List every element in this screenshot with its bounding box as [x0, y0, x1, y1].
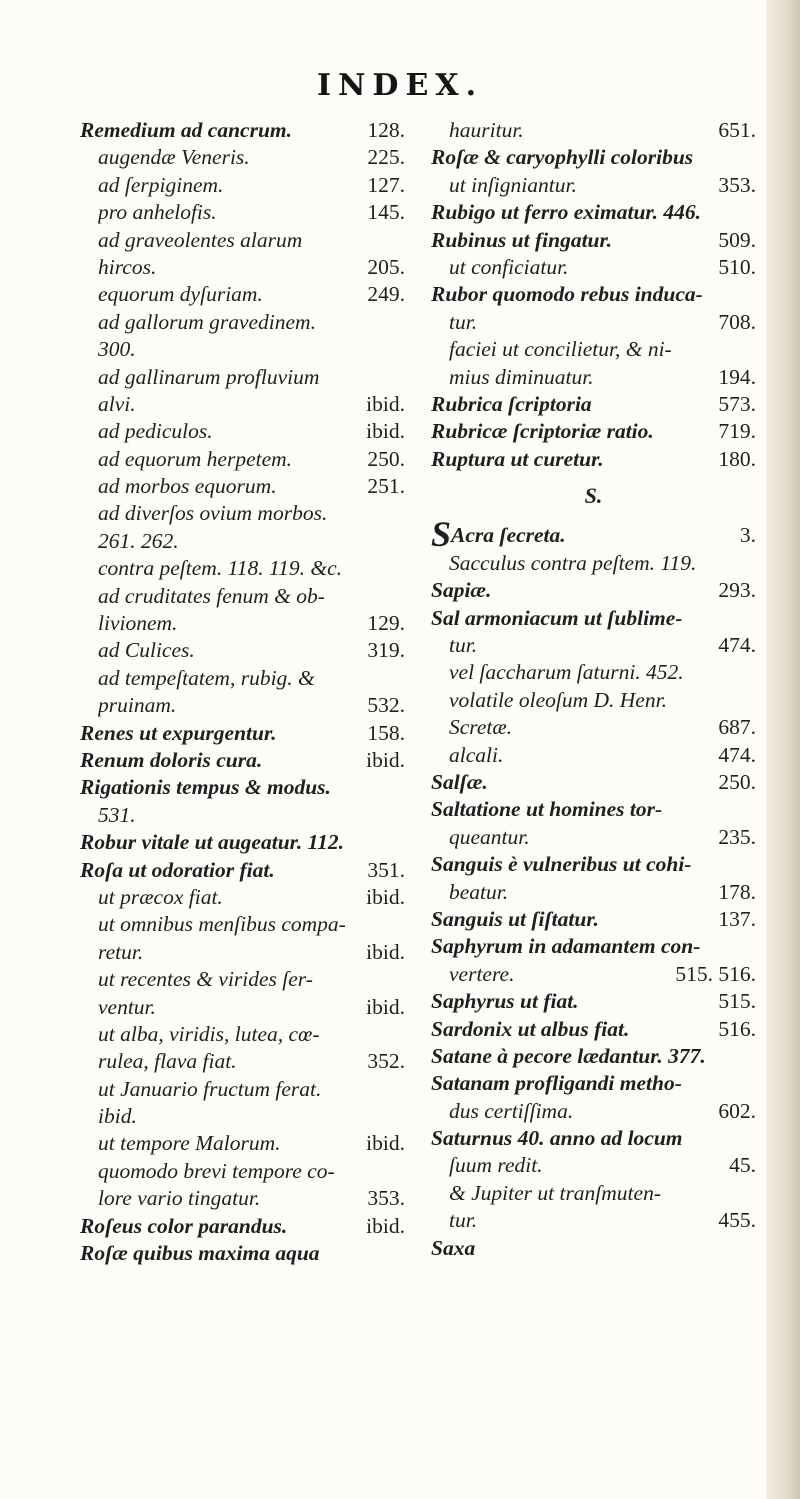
entry-text: ad cruditates fenum & ob- — [98, 583, 325, 608]
index-entry — [80, 391, 405, 418]
entry-text: quomodo brevi tempore co- — [98, 1158, 335, 1183]
entry-text: pruinam. — [98, 693, 177, 718]
index-entry — [431, 851, 756, 878]
index-entry — [80, 1213, 405, 1240]
page-number: ibid. — [366, 1131, 405, 1156]
page-number: 352. — [367, 1049, 405, 1074]
index-entry — [80, 281, 405, 308]
entry-text: livionem. — [98, 611, 178, 636]
index-entry — [431, 1207, 756, 1234]
index-entry — [431, 144, 756, 171]
page-number — [302, 227, 405, 254]
entry-text: Roſæ quibus maxima aqua — [80, 1241, 320, 1266]
entry-text: Roſa ut odoratior fiat. — [80, 857, 275, 882]
index-entry — [431, 446, 756, 473]
index-entry — [80, 966, 405, 993]
page-header: INDEX. — [316, 68, 484, 103]
index-entry — [431, 961, 756, 988]
entry-text: Rubor quomodo rebus induca- — [431, 282, 703, 307]
page-number — [335, 1158, 405, 1185]
page-number — [672, 336, 756, 363]
entry-text: Renes ut expurgentur. — [80, 720, 277, 745]
page-number: 129. — [367, 611, 405, 636]
index-entry — [80, 665, 405, 692]
index-entry — [80, 473, 405, 500]
entry-text: ad diverſos ovium morbos. — [98, 501, 328, 526]
index-entry — [80, 692, 405, 719]
entry-text: queantur. — [449, 824, 530, 849]
page-number: ibid. — [366, 747, 405, 772]
entry-text: Roſeus color parandus. — [80, 1213, 288, 1238]
index-entry — [431, 659, 756, 686]
index-entry — [80, 309, 405, 336]
index-entry — [80, 1103, 405, 1130]
page-number: 351. — [367, 857, 405, 882]
index-entry — [431, 227, 756, 254]
page-number — [331, 774, 405, 801]
entry-text: ut alba, viridis, lutea, cœ- — [98, 1021, 320, 1046]
entry-text: ut omnibus menſibus compa- — [98, 912, 346, 937]
page-number: 509. — [718, 227, 756, 252]
entry-text: ut recentes & virides ſer- — [98, 967, 313, 992]
index-entry — [80, 555, 405, 582]
entry-text-rest: Acra ſecreta. — [451, 523, 566, 548]
page-number: 3. — [739, 523, 756, 548]
page-number: 250. — [718, 769, 756, 794]
page-number: 293. — [718, 578, 756, 603]
entry-text: ad pediculos. — [98, 419, 213, 444]
page-number: 353. — [367, 1186, 405, 1211]
index-entry — [80, 144, 405, 171]
entry-text: augendæ Veneris. — [98, 145, 250, 170]
page-number: ibid. — [366, 884, 405, 909]
page-number — [706, 1043, 756, 1070]
entry-text: Sal armoniacum ut ſublime- — [431, 605, 683, 630]
page-number: 651. — [718, 118, 756, 142]
entry-text: ſuum redit. — [449, 1153, 543, 1178]
page-number: 455. — [718, 1208, 756, 1233]
entry-text: ad ſerpiginem. — [98, 172, 224, 197]
index-entry — [431, 605, 756, 632]
index-entry — [80, 1130, 405, 1157]
index-entry — [431, 1098, 756, 1125]
entry-text: volatile oleoſum D. Henr. — [449, 687, 667, 712]
entry-text: ad graveolentes alarum — [98, 227, 303, 252]
page-number — [136, 336, 405, 363]
page-number: ibid. — [366, 1213, 405, 1238]
index-entry — [431, 391, 756, 418]
entry-text: Sanguis è vulneribus ut cohi- — [431, 852, 692, 877]
page-number: 205. — [367, 254, 405, 279]
page-number — [320, 1240, 405, 1267]
entry-text: ad gallinarum profluvium — [98, 364, 320, 389]
entry-text: Satanam profligandi metho- — [431, 1071, 682, 1096]
index-entry — [80, 802, 405, 829]
entry-text: alcali. — [449, 742, 504, 767]
entry-text: rulea, flava fiat. — [98, 1049, 237, 1074]
entry-text: Sacculus contra peſtem. 119. — [449, 550, 697, 575]
page-number — [682, 605, 756, 632]
index-entry — [80, 117, 405, 144]
page-number: 178. — [718, 879, 756, 904]
page-number — [316, 309, 405, 336]
page-number: 474. — [718, 742, 756, 767]
page-number — [319, 364, 405, 391]
index-entry — [80, 446, 405, 473]
page-number: 515. 516. — [675, 961, 756, 986]
entry-text: ad equorum herpetem. — [98, 446, 293, 471]
page-number: 532. — [367, 693, 405, 718]
entry-text: beatur. — [449, 879, 509, 904]
page-number: 45. — [729, 1153, 756, 1178]
page-number — [661, 1180, 756, 1207]
entry-text: ut inſigniantur. — [449, 172, 577, 197]
entry-text: alvi. — [98, 391, 136, 416]
index-entry — [431, 1180, 756, 1207]
index-entry — [431, 796, 756, 823]
entry-text: Renum doloris cura. — [80, 747, 263, 772]
index-entry — [431, 1070, 756, 1097]
page-number: 194. — [718, 364, 756, 389]
page-number: 235. — [718, 824, 756, 849]
page-number — [475, 1235, 756, 1262]
page-number — [327, 500, 405, 527]
page-number — [315, 665, 405, 692]
page-number — [346, 911, 405, 938]
index-entry — [431, 1152, 756, 1179]
index-entry — [431, 824, 756, 851]
entry-text: retur. — [98, 939, 144, 964]
entry-text: Rubinus ut fingatur. — [431, 227, 613, 252]
entry-text: Ruptura ut curetur. — [431, 446, 604, 471]
index-entry — [431, 522, 756, 549]
index-entry — [80, 1185, 405, 1212]
page-number: ibid. — [366, 994, 405, 1019]
entry-text: tur. — [449, 1208, 478, 1233]
entry-text: ut præcox fiat. — [98, 884, 223, 909]
page-number: 250. — [367, 446, 405, 471]
entry-text: Rubricæ ſcriptoriæ ratio. — [431, 419, 654, 444]
page-number: 515. — [718, 989, 756, 1014]
index-entry — [431, 933, 756, 960]
entry-text: Sanguis ut ſiſtatur. — [431, 906, 599, 931]
entry-text: Satane à pecore lædantur. 377. — [431, 1043, 706, 1068]
index-entry — [431, 281, 756, 308]
page-number — [344, 829, 405, 856]
entry-text: Sardonix ut albus fiat. — [431, 1016, 630, 1041]
index-entry — [80, 884, 405, 911]
page-number — [342, 555, 405, 582]
page-number — [320, 1021, 405, 1048]
entry-text: ut conficiatur. — [449, 254, 569, 279]
index-entry — [80, 528, 405, 555]
page-number: 708. — [718, 309, 756, 334]
entry-text: vertere. — [449, 961, 515, 986]
page-number: 145. — [367, 200, 405, 225]
entry-text: Saxa — [431, 1235, 476, 1260]
page-number: 249. — [367, 282, 405, 307]
index-entry — [80, 637, 405, 664]
page-number: ibid. — [366, 391, 405, 416]
index-entry — [431, 117, 756, 144]
index-entry — [80, 364, 405, 391]
index-entry — [80, 172, 405, 199]
index-entry — [80, 610, 405, 637]
page-number: 353. — [718, 172, 756, 197]
index-entry — [431, 1125, 756, 1152]
page-number: 687. — [718, 715, 756, 740]
index-entry — [431, 879, 756, 906]
page-number: 180. — [718, 446, 756, 471]
entry-text: Remedium ad cancrum. — [80, 118, 293, 142]
entry-text: ad morbos equorum. — [98, 474, 277, 499]
page-number: 128. — [367, 118, 405, 142]
entry-text — [431, 522, 566, 549]
page-number — [693, 144, 756, 171]
entry-text: faciei ut concilietur, & ni- — [449, 337, 672, 362]
page-number — [136, 802, 405, 829]
index-entry — [431, 1043, 756, 1070]
index-entry — [431, 906, 756, 933]
entry-text: lore vario tingatur. — [98, 1186, 261, 1211]
entry-text: ad gallorum gravedinem. — [98, 309, 316, 334]
page-number: 127. — [367, 172, 405, 197]
page-number — [701, 199, 756, 226]
entry-text: Salſæ. — [431, 769, 488, 794]
index-entry — [80, 1076, 405, 1103]
index-entry — [431, 309, 756, 336]
page-number: 158. — [367, 720, 405, 745]
page-number: 719. — [718, 419, 756, 444]
page-number: 319. — [367, 638, 405, 663]
page-number: 573. — [718, 391, 756, 416]
entry-text: Rubigo ut ferro eximatur. 446. — [431, 200, 701, 225]
index-entry — [80, 857, 405, 884]
index-entry — [80, 829, 405, 856]
index-entry — [431, 714, 756, 741]
page-number: ibid. — [366, 419, 405, 444]
entry-text: Saturnus 40. anno ad locum — [431, 1126, 683, 1151]
entry-text: vel ſaccharum ſaturni. 452. — [449, 660, 684, 685]
page-number — [667, 687, 756, 714]
index-entry — [80, 254, 405, 281]
index-entry — [80, 720, 405, 747]
entry-text: ut Januario fructum ferat. — [98, 1076, 322, 1101]
page-number — [325, 583, 405, 610]
page-number: 474. — [718, 633, 756, 658]
index-entry — [431, 418, 756, 445]
page-number: 516. — [718, 1016, 756, 1041]
index-entry — [80, 747, 405, 774]
entry-text: Rubrica ſcriptoria — [431, 391, 592, 416]
index-entry — [431, 1016, 756, 1043]
section-letter: S. — [584, 483, 603, 509]
page-number: 602. — [718, 1098, 756, 1123]
entry-text: hauritur. — [449, 118, 524, 142]
entry-text: pro anhelofis. — [98, 200, 217, 225]
entry-text: ad Culices. — [98, 638, 195, 663]
page-number — [321, 1076, 405, 1103]
page-number: 225. — [367, 145, 405, 170]
entry-text: Rigationis tempus & modus. — [80, 775, 331, 800]
index-entry — [80, 939, 405, 966]
index-entry — [431, 632, 756, 659]
index-entry — [431, 172, 756, 199]
entry-text: & Jupiter ut tranſmuten- — [449, 1180, 661, 1205]
index-entry — [80, 1021, 405, 1048]
left-column — [80, 117, 405, 1267]
index-entry — [431, 364, 756, 391]
index-entry — [80, 500, 405, 527]
entry-text: 531. — [98, 802, 136, 827]
entry-text: Scretæ. — [449, 715, 513, 740]
index-entry — [80, 227, 405, 254]
index-entry — [431, 254, 756, 281]
index-entry — [80, 336, 405, 363]
page-number — [703, 281, 756, 308]
entry-text: Roſæ & caryophylli coloribus — [431, 145, 694, 170]
page-number — [662, 796, 756, 823]
index-entry — [431, 687, 756, 714]
entry-text: Sapiæ. — [431, 578, 492, 603]
page-number — [179, 528, 405, 555]
page-number — [137, 1103, 405, 1130]
page-number — [691, 851, 756, 878]
entry-text: hircos. — [98, 254, 157, 279]
page-number — [696, 550, 756, 577]
index-entry — [431, 336, 756, 363]
entry-text: mius diminuatur. — [449, 364, 594, 389]
entry-text: Robur vitale ut augeatur. 112. — [80, 830, 345, 855]
index-entry — [80, 1240, 405, 1267]
entry-text: equorum dyſuriam. — [98, 282, 263, 307]
index-entry — [80, 583, 405, 610]
page-number: 510. — [718, 254, 756, 279]
index-entry — [80, 418, 405, 445]
entry-text: contra peſtem. 118. 119. &c. — [98, 556, 343, 581]
entry-text: Saphyrum in adamantem con- — [431, 934, 701, 959]
page-edge-shadow — [766, 0, 800, 1499]
right-column — [431, 117, 756, 1262]
page-number: 251. — [367, 474, 405, 499]
page-number — [682, 1070, 756, 1097]
index-entry — [80, 1158, 405, 1185]
entry-text: 300. — [98, 337, 136, 362]
entry-text: Saltatione ut homines tor- — [431, 797, 663, 822]
index-entry — [431, 550, 756, 577]
page-number: ibid. — [366, 939, 405, 964]
drop-cap: S — [431, 522, 452, 550]
page-number — [313, 966, 405, 993]
index-entry — [80, 994, 405, 1021]
index-entry — [80, 774, 405, 801]
entry-text: dus certiſſima. — [449, 1098, 574, 1123]
page-number: 137. — [718, 906, 756, 931]
entry-text: ibid. — [98, 1104, 137, 1129]
page-number — [683, 1125, 756, 1152]
index-entry — [431, 988, 756, 1015]
index-entry — [431, 199, 756, 226]
page-number — [684, 659, 756, 686]
entry-text: ventur. — [98, 994, 156, 1019]
page-number — [700, 933, 756, 960]
index-entry — [80, 911, 405, 938]
entry-text: ad tempeſtatem, rubig. & — [98, 665, 315, 690]
index-entry — [80, 199, 405, 226]
catchword — [431, 1235, 756, 1262]
entry-text: 261. 262. — [98, 528, 179, 553]
entry-text: Saphyrus ut fiat. — [431, 989, 579, 1014]
index-entry — [431, 742, 756, 769]
index-entry — [431, 577, 756, 604]
entry-text: ut tempore Malorum. — [98, 1131, 281, 1156]
index-entry — [80, 1048, 405, 1075]
entry-text: tur. — [449, 309, 478, 334]
entry-text: tur. — [449, 633, 478, 658]
index-entry — [431, 769, 756, 796]
